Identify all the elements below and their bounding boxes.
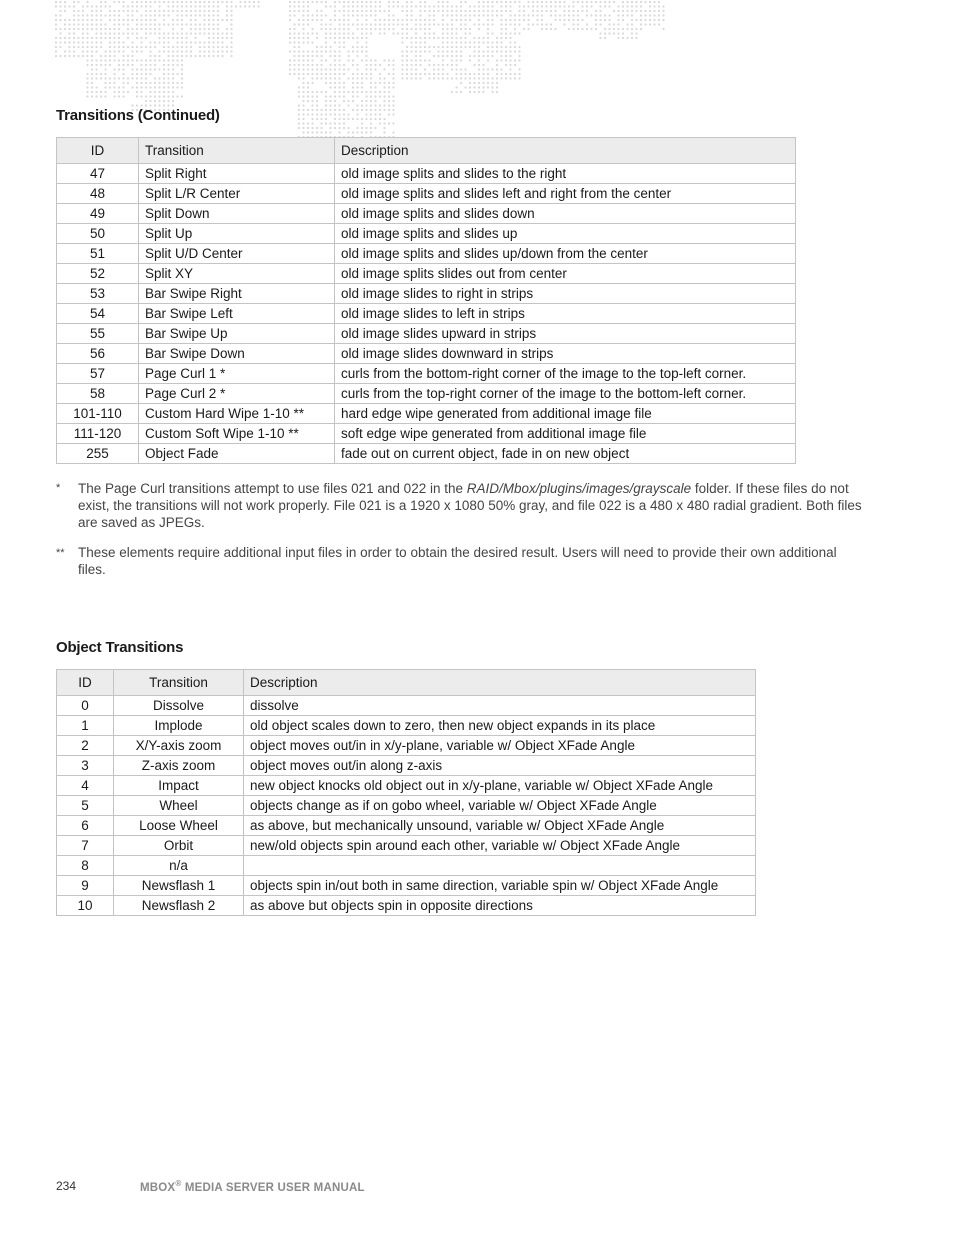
cell-id: 4: [57, 776, 114, 796]
cell-transition: n/a: [114, 856, 244, 876]
cell-id: 51: [57, 244, 139, 264]
cell-id: 6: [57, 816, 114, 836]
cell-transition: Custom Hard Wipe 1-10 **: [139, 404, 335, 424]
table-row: [57, 736, 756, 756]
cell-id: 7: [57, 836, 114, 856]
table-row: [57, 876, 756, 896]
section-title-transitions-continued: Transitions (Continued): [56, 107, 220, 124]
cell-id: 101-110: [57, 404, 139, 424]
cell-transition: Page Curl 2 *: [139, 384, 335, 404]
cell-transition: Dissolve: [114, 696, 244, 716]
cell-id: 53: [57, 284, 139, 304]
cell-id: 3: [57, 756, 114, 776]
cell-transition: Impact: [114, 776, 244, 796]
cell-transition: Split U/D Center: [139, 244, 335, 264]
cell-id: 2: [57, 736, 114, 756]
cell-transition: Newsflash 2: [114, 896, 244, 916]
brand-name: MBOX: [140, 1181, 176, 1194]
column-header-transition: Transition: [139, 138, 335, 164]
cell-description: fade out on current object, fade in on new object: [335, 444, 796, 464]
cell-description: old image splits and slides up: [335, 224, 796, 244]
table-row: [57, 444, 796, 464]
table-row: [57, 184, 796, 204]
cell-transition: Orbit: [114, 836, 244, 856]
transitions-table: [56, 137, 796, 464]
column-header-id: ID: [57, 138, 139, 164]
table-row: [57, 836, 756, 856]
cell-transition: Split L/R Center: [139, 184, 335, 204]
cell-id: 52: [57, 264, 139, 284]
cell-transition: Loose Wheel: [114, 816, 244, 836]
cell-transition: Split XY: [139, 264, 335, 284]
object-transitions-table: [56, 669, 756, 916]
cell-description: object moves out/in along z-axis: [244, 756, 756, 776]
cell-id: 8: [57, 856, 114, 876]
cell-transition: Split Down: [139, 204, 335, 224]
cell-id: 48: [57, 184, 139, 204]
table-row: [57, 404, 796, 424]
cell-description: objects change as if on gobo wheel, variable w/ Object XFade Angle: [244, 796, 756, 816]
cell-transition: X/Y-axis zoom: [114, 736, 244, 756]
table-row: [57, 344, 796, 364]
cell-transition: Page Curl 1 *: [139, 364, 335, 384]
footnote-page-curl: [56, 480, 868, 531]
cell-transition: Wheel: [114, 796, 244, 816]
table-row: [57, 364, 796, 384]
cell-description: soft edge wipe generated from additional image file: [335, 424, 796, 444]
cell-description: old image splits and slides up/down from the center: [335, 244, 796, 264]
cell-transition: Bar Swipe Up: [139, 324, 335, 344]
cell-description: hard edge wipe generated from additional image file: [335, 404, 796, 424]
table-row: [57, 284, 796, 304]
cell-description: new/old objects spin around each other, variable w/ Object XFade Angle: [244, 836, 756, 856]
cell-id: 58: [57, 384, 139, 404]
cell-id: 1: [57, 716, 114, 736]
footer-manual-title: [140, 1179, 365, 1194]
table-row: [57, 204, 796, 224]
cell-transition: Bar Swipe Down: [139, 344, 335, 364]
cell-description: as above, but mechanically unsound, variable w/ Object XFade Angle: [244, 816, 756, 836]
cell-id: 49: [57, 204, 139, 224]
table-row: [57, 264, 796, 284]
column-header-transition: Transition: [114, 670, 244, 696]
column-header-id: ID: [57, 670, 114, 696]
manual-title-text: MEDIA SERVER USER MANUAL: [181, 1181, 365, 1194]
cell-description: objects spin in/out both in same direction, variable spin w/ Object XFade Angle: [244, 876, 756, 896]
table-header-row: [57, 670, 756, 696]
table-row: [57, 384, 796, 404]
cell-transition: Custom Soft Wipe 1-10 **: [139, 424, 335, 444]
cell-description: curls from the bottom-right corner of the image to the top-left corner.: [335, 364, 796, 384]
cell-id: 50: [57, 224, 139, 244]
cell-description: dissolve: [244, 696, 756, 716]
cell-id: 9: [57, 876, 114, 896]
footnote-mark: *: [56, 482, 61, 494]
cell-description: new object knocks old object out in x/y-plane, variable w/ Object XFade Angle: [244, 776, 756, 796]
cell-description: curls from the top-right corner of the image to the bottom-left corner.: [335, 384, 796, 404]
cell-transition: Object Fade: [139, 444, 335, 464]
cell-id: 10: [57, 896, 114, 916]
cell-description: old image slides to right in strips: [335, 284, 796, 304]
cell-transition: Bar Swipe Right: [139, 284, 335, 304]
cell-id: 57: [57, 364, 139, 384]
cell-id: 111-120: [57, 424, 139, 444]
table-row: [57, 756, 756, 776]
cell-description: old image slides downward in strips: [335, 344, 796, 364]
table-row: [57, 716, 756, 736]
cell-id: 47: [57, 164, 139, 184]
table-row: [57, 224, 796, 244]
column-header-description: Description: [244, 670, 756, 696]
cell-description: old image splits and slides down: [335, 204, 796, 224]
table-row: [57, 324, 796, 344]
cell-description: old object scales down to zero, then new object expands in its place: [244, 716, 756, 736]
cell-transition: Split Up: [139, 224, 335, 244]
footnote-mark: **: [56, 547, 65, 559]
cell-transition: Implode: [114, 716, 244, 736]
cell-description: as above but objects spin in opposite directions: [244, 896, 756, 916]
cell-id: 56: [57, 344, 139, 364]
cell-transition: Z-axis zoom: [114, 756, 244, 776]
table-row: [57, 776, 756, 796]
cell-id: 255: [57, 444, 139, 464]
cell-id: 55: [57, 324, 139, 344]
cell-transition: Newsflash 1: [114, 876, 244, 896]
cell-description: object moves out/in in x/y-plane, variable w/ Object XFade Angle: [244, 736, 756, 756]
table-row: [57, 164, 796, 184]
cell-description: old image slides upward in strips: [335, 324, 796, 344]
cell-description: [244, 856, 756, 876]
cell-description: old image splits slides out from center: [335, 264, 796, 284]
cell-description: old image slides to left in strips: [335, 304, 796, 324]
table-header-row: [57, 138, 796, 164]
table-row: [57, 244, 796, 264]
table-row: [57, 304, 796, 324]
footnote-text: These elements require additional input files in order to obtain the desired result. Users will need to provide their own additional files.: [78, 545, 837, 577]
cell-transition: Bar Swipe Left: [139, 304, 335, 324]
section-title-object-transitions: Object Transitions: [56, 639, 184, 656]
column-header-description: Description: [335, 138, 796, 164]
cell-description: old image splits and slides left and right from the center: [335, 184, 796, 204]
table-row: [57, 896, 756, 916]
cell-id: 0: [57, 696, 114, 716]
cell-id: 54: [57, 304, 139, 324]
footnote-text: The Page Curl transitions attempt to use files 021 and 022 in the RAID/Mbox/plugins/images/grayscale folder. If these files do not exist, the transitions will not work properly. File 021 is a 1920 x 1080 50% gray, and file 022 is a 480 x 480 radial gradient. Both files are saved as JPEGs.: [78, 481, 862, 530]
table-row: [57, 424, 796, 444]
table-row: [57, 796, 756, 816]
table-row: [57, 856, 756, 876]
page-number: 234: [56, 1179, 77, 1193]
table-row: [57, 816, 756, 836]
cell-description: old image splits and slides to the right: [335, 164, 796, 184]
registered-mark: ®: [175, 1179, 182, 1188]
footnote-additional-files: [56, 544, 868, 578]
cell-transition: Split Right: [139, 164, 335, 184]
cell-id: 5: [57, 796, 114, 816]
file-path: RAID/Mbox/plugins/images/grayscale: [466, 481, 692, 496]
table-row: [57, 696, 756, 716]
